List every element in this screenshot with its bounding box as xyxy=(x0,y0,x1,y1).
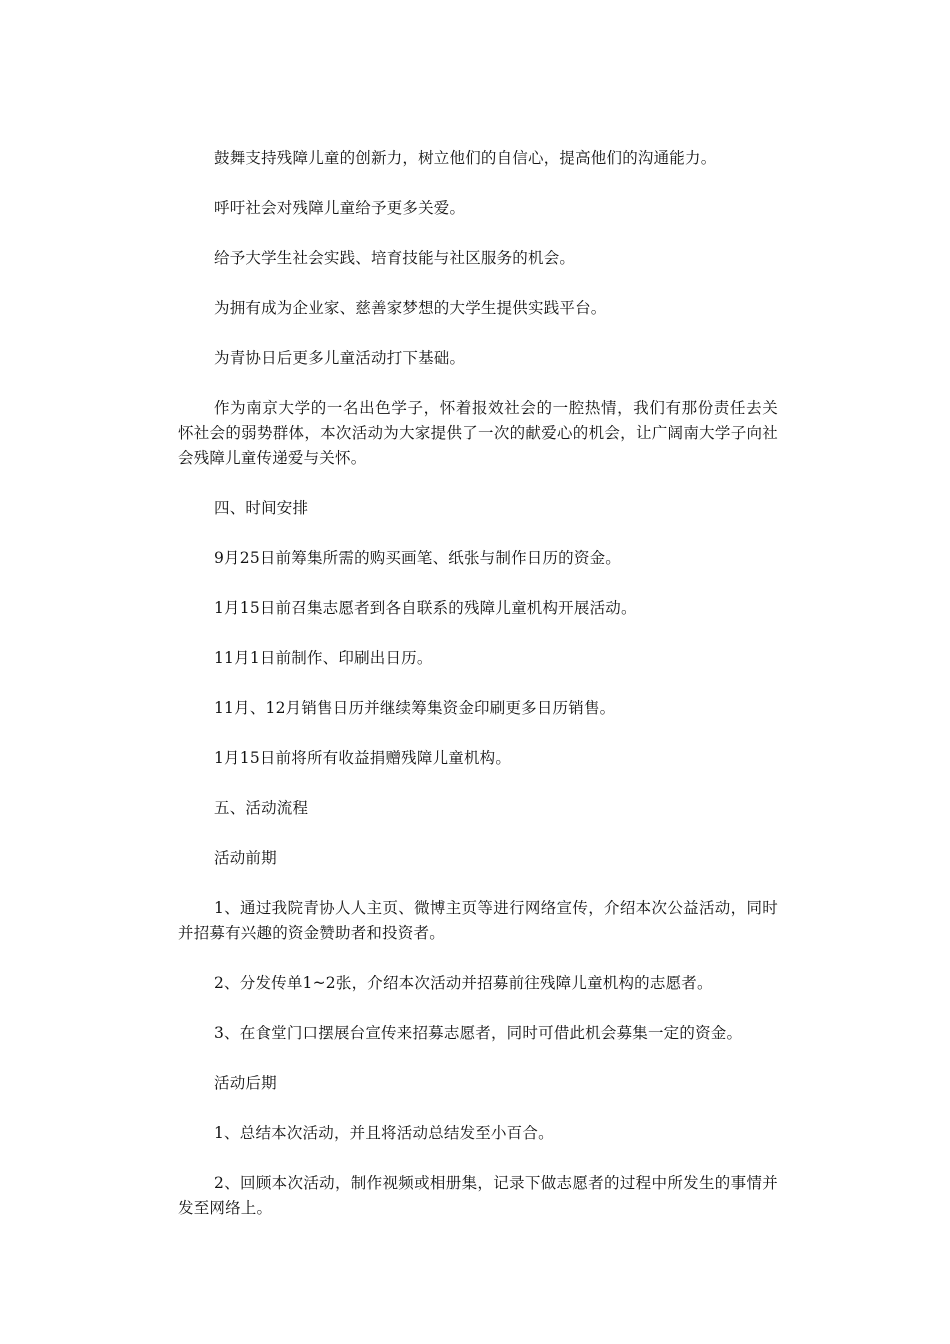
schedule-item: 1月15日前将所有收益捐赠残障儿童机构。 xyxy=(214,749,512,767)
purpose-paragraph: 作为南京大学的一名出色学子，怀着报效社会的一腔热情，我们有那份责任去关怀社会的弱势群体，本次活动为大家提供了一次的献爱心的机会，让广阔南大学子向社会残障儿童传递爱与关怀。 xyxy=(178,399,778,467)
post-activity-item: 2、回顾本次活动，制作视频或相册集，记录下做志愿者的过程中所发生的事情并发至网络上。 xyxy=(178,1174,778,1217)
goal-creativity: 鼓舞支持残障儿童的创新力，树立他们的自信心，提高他们的沟通能力。 xyxy=(214,149,717,167)
goal-social-care: 呼吁社会对残障儿童给予更多关爱。 xyxy=(214,199,466,217)
schedule-item: 11月1日前制作、印刷出日历。 xyxy=(214,649,433,667)
schedule-item: 1月15日前召集志愿者到各自联系的残障儿童机构开展活动。 xyxy=(214,599,637,617)
subheading-pre-activity: 活动前期 xyxy=(214,849,277,867)
pre-activity-item: 2、分发传单1~2张，介绍本次活动并招募前往残障儿童机构的志愿者。 xyxy=(214,974,713,992)
post-activity-item: 1、总结本次活动，并且将活动总结发至小百合。 xyxy=(214,1124,554,1142)
schedule-item: 11月、12月销售日历并继续筹集资金印刷更多日历销售。 xyxy=(214,699,616,717)
goal-student-practice: 给予大学生社会实践、培育技能与社区服务的机会。 xyxy=(214,249,576,267)
document-body xyxy=(178,146,778,1246)
subheading-post-activity: 活动后期 xyxy=(214,1074,277,1092)
section-heading-process: 五、活动流程 xyxy=(214,799,309,817)
goal-entrepreneur-platform: 为拥有成为企业家、慈善家梦想的大学生提供实践平台。 xyxy=(214,299,607,317)
goal-future-activities: 为青协日后更多儿童活动打下基础。 xyxy=(214,349,466,367)
section-heading-schedule: 四、时间安排 xyxy=(214,499,309,517)
pre-activity-item: 1、通过我院青协人人主页、微博主页等进行网络宣传，介绍本次公益活动，同时并招募有兴趣的资金赞助者和投资者。 xyxy=(178,899,778,942)
pre-activity-item: 3、在食堂门口摆展台宣传来招募志愿者，同时可借此机会募集一定的资金。 xyxy=(214,1024,743,1042)
schedule-item: 9月25日前筹集所需的购买画笔、纸张与制作日历的资金。 xyxy=(214,549,621,567)
